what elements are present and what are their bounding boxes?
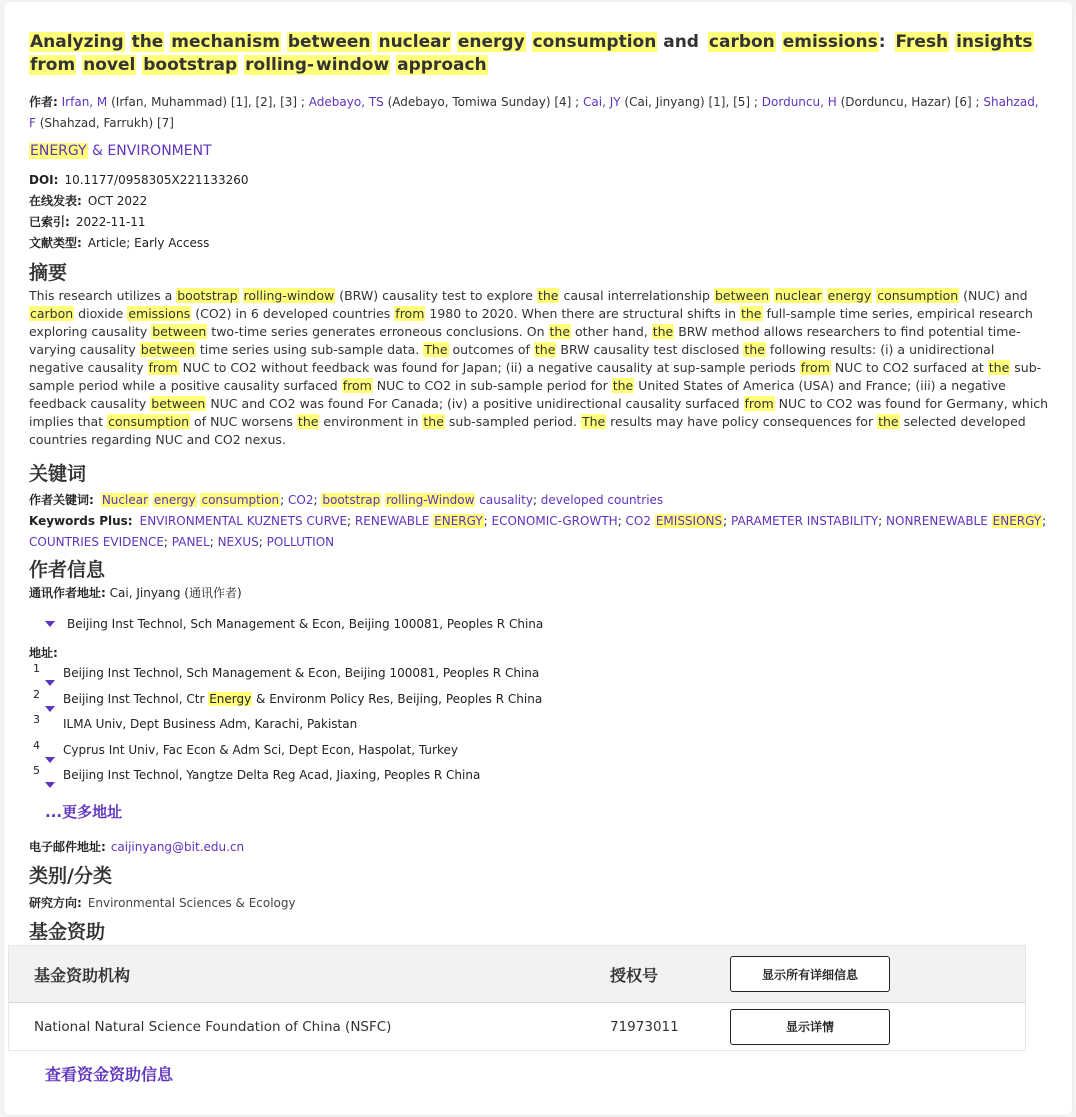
address-text: Beijing Inst Technol, Yangtze Delta Reg Acad, Jiaxing, Peoples R China <box>63 768 481 782</box>
keyword-highlight: rolling-Window <box>386 493 475 507</box>
more-addresses-link[interactable]: ...更多地址 <box>45 802 123 821</box>
title-word: bootstrap <box>143 55 238 75</box>
journal-rest: & ENVIRONMENT <box>87 143 212 159</box>
author-ref-link[interactable]: [7] <box>156 116 174 130</box>
funding-agency-header: 基金资助机构 <box>34 965 131 985</box>
abstract-text: This research utilizes a bootstrap rolling-window (BRW) causality test to explore the causal interrelationship between nuclear energy consumption (NUC) and carbon dioxide emissions (CO2) in 6 developed countries from 1980 to 2020. When there are structural shifts in the full-sample time series, empirical research exploring causality between two-time series generates erroneous conclusions. On the other hand, the BRW method allows researchers to find potential time-varying causality between time series using sub-sample data. The outcomes of the BRW causality test disclosed the following results: (i) a unidirectional negative causality from NUC to CO2 without feedback was found for Japan; (ii) a negative causality at sup-sample periods from NUC to CO2 surfaced at the sub-sample period while a positive causality surfaced from NUC to CO2 in sub-sample period for the United States of America (USA) and France; (iii) a negative feedback causality between NUC and CO2 was found For Canada; (iv) a positive unidirectional causality surfaced from NUC to CO2 was found for Germany, which implies that consumption of NUC worsens the environment in the sub-sampled period. The results may have policy consequences for the selected developed countries regarding NUC and CO2 nexus. <box>29 288 1049 447</box>
article-title <box>29 31 1049 77</box>
meta-label: 已索引: <box>29 215 70 229</box>
abstract-highlight: from <box>744 396 774 411</box>
keyword-separator: ; <box>280 493 289 507</box>
authors-label: 作者: <box>29 95 58 109</box>
view-funding-link[interactable]: 查看资金资助信息 <box>45 1065 174 1084</box>
email-label: 电子邮件地址: <box>29 839 106 854</box>
record-content <box>29 2 1049 945</box>
abstract-highlight: the <box>537 288 559 303</box>
keyword-separator: ; <box>532 493 541 507</box>
title-colon: : <box>878 32 886 52</box>
author-info-heading: 作者信息 <box>29 559 106 581</box>
author-separator: ; <box>297 95 309 109</box>
email-row <box>29 837 1049 858</box>
author-fullname: (Cai, Jinyang) <box>620 95 709 109</box>
address-text: Beijing Inst Technol, Sch Management & Econ, Beijing 100081, Peoples R China <box>63 666 540 680</box>
abstract-highlight: from <box>800 360 830 375</box>
research-area-label: 研究方向: <box>29 895 82 910</box>
keyword-highlight: energy <box>153 493 196 507</box>
meta-row <box>29 233 1049 254</box>
keyword-separator: ; <box>483 514 492 528</box>
keyword-separator: ; <box>617 514 626 528</box>
title-word: Analyzing <box>30 32 124 52</box>
grant-number-header: 授权号 <box>610 965 659 985</box>
meta-row <box>29 191 1049 212</box>
keyword-separator: ; <box>163 535 172 549</box>
meta-label: 在线发表: <box>29 194 82 208</box>
corr-author-row <box>29 583 1049 604</box>
keyword-link[interactable] <box>101 493 280 507</box>
keyword-highlight: ENERGY <box>992 514 1042 528</box>
meta-label: 文献类型: <box>29 236 82 250</box>
author-link[interactable]: Shahzad, F <box>29 95 1039 130</box>
title-word: mechanism <box>171 32 280 52</box>
author-link[interactable]: Adebayo, TS <box>308 95 384 109</box>
abstract-highlight: rolling-window <box>243 288 335 303</box>
abstract-highlight: the <box>988 360 1010 375</box>
keyword-highlight: EMISSIONS <box>655 514 723 528</box>
keyword-link[interactable]: COUNTRIES EVIDENCE <box>29 535 164 549</box>
meta-value: 2022-11-11 <box>75 215 146 229</box>
abstract-heading: 摘要 <box>29 262 68 284</box>
title-word: nuclear <box>378 32 450 52</box>
author-link[interactable]: Dorduncu, H <box>761 95 837 109</box>
authors-line <box>29 92 1049 134</box>
show-details-button[interactable]: 显示详情 <box>730 1009 890 1045</box>
abstract-highlight: The <box>424 342 448 357</box>
author-ref-link[interactable]: [1] <box>708 95 726 109</box>
keyword-highlight: consumption <box>201 493 280 507</box>
title-word: window <box>316 55 390 75</box>
author-link[interactable]: Cai, JY <box>583 95 621 109</box>
author-fullname: (Irfan, Muhammad) <box>107 95 231 109</box>
show-all-details-button[interactable]: 显示所有详细信息 <box>730 956 890 992</box>
abstract-highlight: from <box>395 306 425 321</box>
author-separator: ; <box>750 95 762 109</box>
address-number: 3 <box>33 713 40 726</box>
address-text: Cyprus Int Univ, Fac Econ & Adm Sci, Dept Econ, Haspolat, Turkey <box>63 742 458 757</box>
abstract-highlight: carbon <box>30 306 74 321</box>
title-word: the <box>131 32 164 52</box>
research-area-value: Environmental Sciences & Ecology <box>87 895 296 910</box>
corr-address-text: Beijing Inst Technol, Sch Management & Econ, Beijing 100081, Peoples R China <box>67 617 544 631</box>
keyword-separator: ; <box>313 493 322 507</box>
keywords-plus-label: Keywords Plus: <box>29 514 133 528</box>
abstract-highlight: from <box>342 378 372 393</box>
keyword-link[interactable]: ENVIRONMENTAL KUZNETS CURVE <box>139 514 348 528</box>
address-label: 地址: <box>29 646 58 660</box>
title-word: carbon <box>708 32 775 52</box>
address-item[interactable] <box>29 764 1049 794</box>
author-fullname: (Dorduncu, Hazar) <box>836 95 955 109</box>
address-item[interactable] <box>29 713 1049 743</box>
author-ref-link[interactable]: , [3] <box>272 95 298 109</box>
keyword-separator: ; <box>258 535 267 549</box>
address-text: ILMA Univ, Dept Business Adm, Karachi, Pakistan <box>63 717 358 731</box>
abstract-highlight: the <box>740 306 762 321</box>
keyword-highlight: bootstrap <box>322 493 381 507</box>
keyword-link[interactable]: CO2 EMISSIONS <box>625 514 723 528</box>
author-keywords <box>29 490 1049 511</box>
author-ref-link[interactable]: [4] <box>554 95 572 109</box>
chevron-down-icon[interactable] <box>45 757 55 763</box>
chevron-down-icon[interactable] <box>45 706 55 712</box>
abstract-highlight: the <box>297 414 319 429</box>
title-word: Fresh <box>895 32 949 52</box>
abstract-highlight: energy <box>827 288 872 303</box>
meta-row <box>29 212 1049 233</box>
author-ref-link[interactable]: [1] <box>230 95 248 109</box>
address-number: 1 <box>33 662 40 675</box>
abstract-highlight: the <box>549 324 571 339</box>
address-list <box>29 662 1049 794</box>
keyword-separator: ; <box>1042 514 1047 528</box>
address-text: Beijing Inst Technol, Ctr Energy & Environm Policy Res, Beijing, Peoples R China <box>63 691 543 706</box>
title-word: energy <box>457 32 525 52</box>
corr-address-row[interactable] <box>29 614 1049 634</box>
funding-agency-cell: National Natural Science Foundation of China (NSFC) <box>34 1018 392 1035</box>
abstract-highlight: the <box>534 342 556 357</box>
meta-value: 10.1177/0958305X221133260 <box>64 173 249 187</box>
journal-link[interactable] <box>29 143 1049 159</box>
abstract-highlight: The <box>581 414 606 429</box>
keyword-link[interactable]: NONRENEWABLE ENERGY <box>886 514 1042 528</box>
address-number: 5 <box>33 764 40 777</box>
author-keywords-label: 作者关键词: <box>29 493 94 507</box>
title-word: between <box>287 32 371 52</box>
keyword-link[interactable]: PANEL <box>171 535 210 549</box>
corr-author-label: 通讯作者地址: <box>29 586 106 600</box>
title-word: emissions <box>782 32 878 52</box>
title-word: and <box>663 32 699 52</box>
author-link[interactable]: Irfan, M <box>61 95 108 109</box>
title-word: from <box>30 55 76 75</box>
chevron-down-icon[interactable] <box>45 621 55 627</box>
address-number: 2 <box>33 687 40 701</box>
table-row <box>9 1003 1025 1050</box>
address-number: 4 <box>33 738 40 752</box>
journal-highlight: ENERGY <box>30 143 87 159</box>
author-fullname: (Adebayo, Tomiwa Sunday) <box>383 95 555 109</box>
abstract-highlight: between <box>152 324 207 339</box>
chevron-down-icon[interactable] <box>45 680 55 686</box>
title-word: rolling- <box>245 55 314 75</box>
keyword-highlight: ENERGY <box>434 514 483 528</box>
abstract-highlight: consumption <box>877 288 959 303</box>
author-separator: ; <box>571 95 584 109</box>
keyword-separator: ; <box>723 514 731 528</box>
keyword-link[interactable]: POLLUTION <box>266 535 335 549</box>
keywords-plus <box>29 511 1049 553</box>
keyword-link[interactable]: ECONOMIC-GROWTH <box>491 514 618 528</box>
title-word: novel <box>83 55 136 75</box>
abstract-highlight: the <box>612 378 634 393</box>
address-highlight: Energy <box>209 691 252 706</box>
chevron-down-icon[interactable] <box>45 782 55 788</box>
research-area-row <box>29 893 1049 914</box>
address-item[interactable] <box>29 738 1049 769</box>
abstract-highlight: emissions <box>128 306 191 321</box>
abstract-highlight: from <box>148 360 178 375</box>
funding-table <box>8 945 1026 1051</box>
author-ref-link[interactable]: , [2] <box>247 95 273 109</box>
corr-author-value: Cai, Jinyang (通讯作者) <box>109 586 242 600</box>
abstract-highlight: between <box>140 342 195 357</box>
abstract-highlight: bootstrap <box>177 288 238 303</box>
grant-number-cell: 71973011 <box>610 1018 679 1035</box>
abstract-highlight: the <box>423 414 444 429</box>
author-separator: ; <box>971 95 984 109</box>
keyword-separator: ; <box>209 535 218 549</box>
author-ref-link[interactable]: , [5] <box>725 95 751 109</box>
author-ref-link[interactable]: [6] <box>954 95 972 109</box>
abstract-highlight: between <box>151 396 206 411</box>
abstract-highlight: the <box>744 342 765 357</box>
abstract-highlight: consumption <box>108 414 190 429</box>
email-link[interactable]: caijinyang@bit.edu.cn <box>110 839 245 854</box>
keyword-link[interactable]: CO2 <box>288 493 314 507</box>
category-heading: 类别/分类 <box>29 864 112 887</box>
author-fullname: (Shahzad, Farrukh) <box>35 116 157 130</box>
title-word: approach <box>397 55 487 75</box>
meta-label: DOI: <box>29 173 59 187</box>
address-item[interactable] <box>29 687 1049 718</box>
keyword-link[interactable]: developed countries <box>540 493 664 507</box>
keyword-link[interactable]: NEXUS <box>217 535 259 549</box>
meta-row <box>29 170 1049 191</box>
keywords-heading: 关键词 <box>29 463 87 485</box>
funding-table-header <box>9 946 1025 1003</box>
title-word: consumption <box>532 32 657 52</box>
keyword-link[interactable]: bootstrap rolling-Window causality <box>322 493 533 507</box>
record-card <box>4 2 1072 1115</box>
address-item[interactable] <box>29 662 1049 692</box>
keyword-separator: ; <box>878 514 887 528</box>
funding-heading: 基金资助 <box>29 920 106 943</box>
abstract-highlight: nuclear <box>774 288 822 303</box>
keyword-separator: ; <box>347 514 355 528</box>
meta-value: Article; Early Access <box>87 236 210 250</box>
keyword-link[interactable]: RENEWABLE ENERGY <box>354 514 483 528</box>
title-word: insights <box>956 32 1033 52</box>
abstract-highlight: the <box>652 324 674 339</box>
meta-value: OCT 2022 <box>87 194 148 208</box>
keyword-highlight: Nuclear <box>101 493 148 507</box>
abstract-highlight: between <box>714 288 769 303</box>
keyword-link[interactable]: PARAMETER INSTABILITY <box>731 514 879 528</box>
meta-block <box>29 170 1049 254</box>
abstract-highlight: the <box>878 414 899 429</box>
